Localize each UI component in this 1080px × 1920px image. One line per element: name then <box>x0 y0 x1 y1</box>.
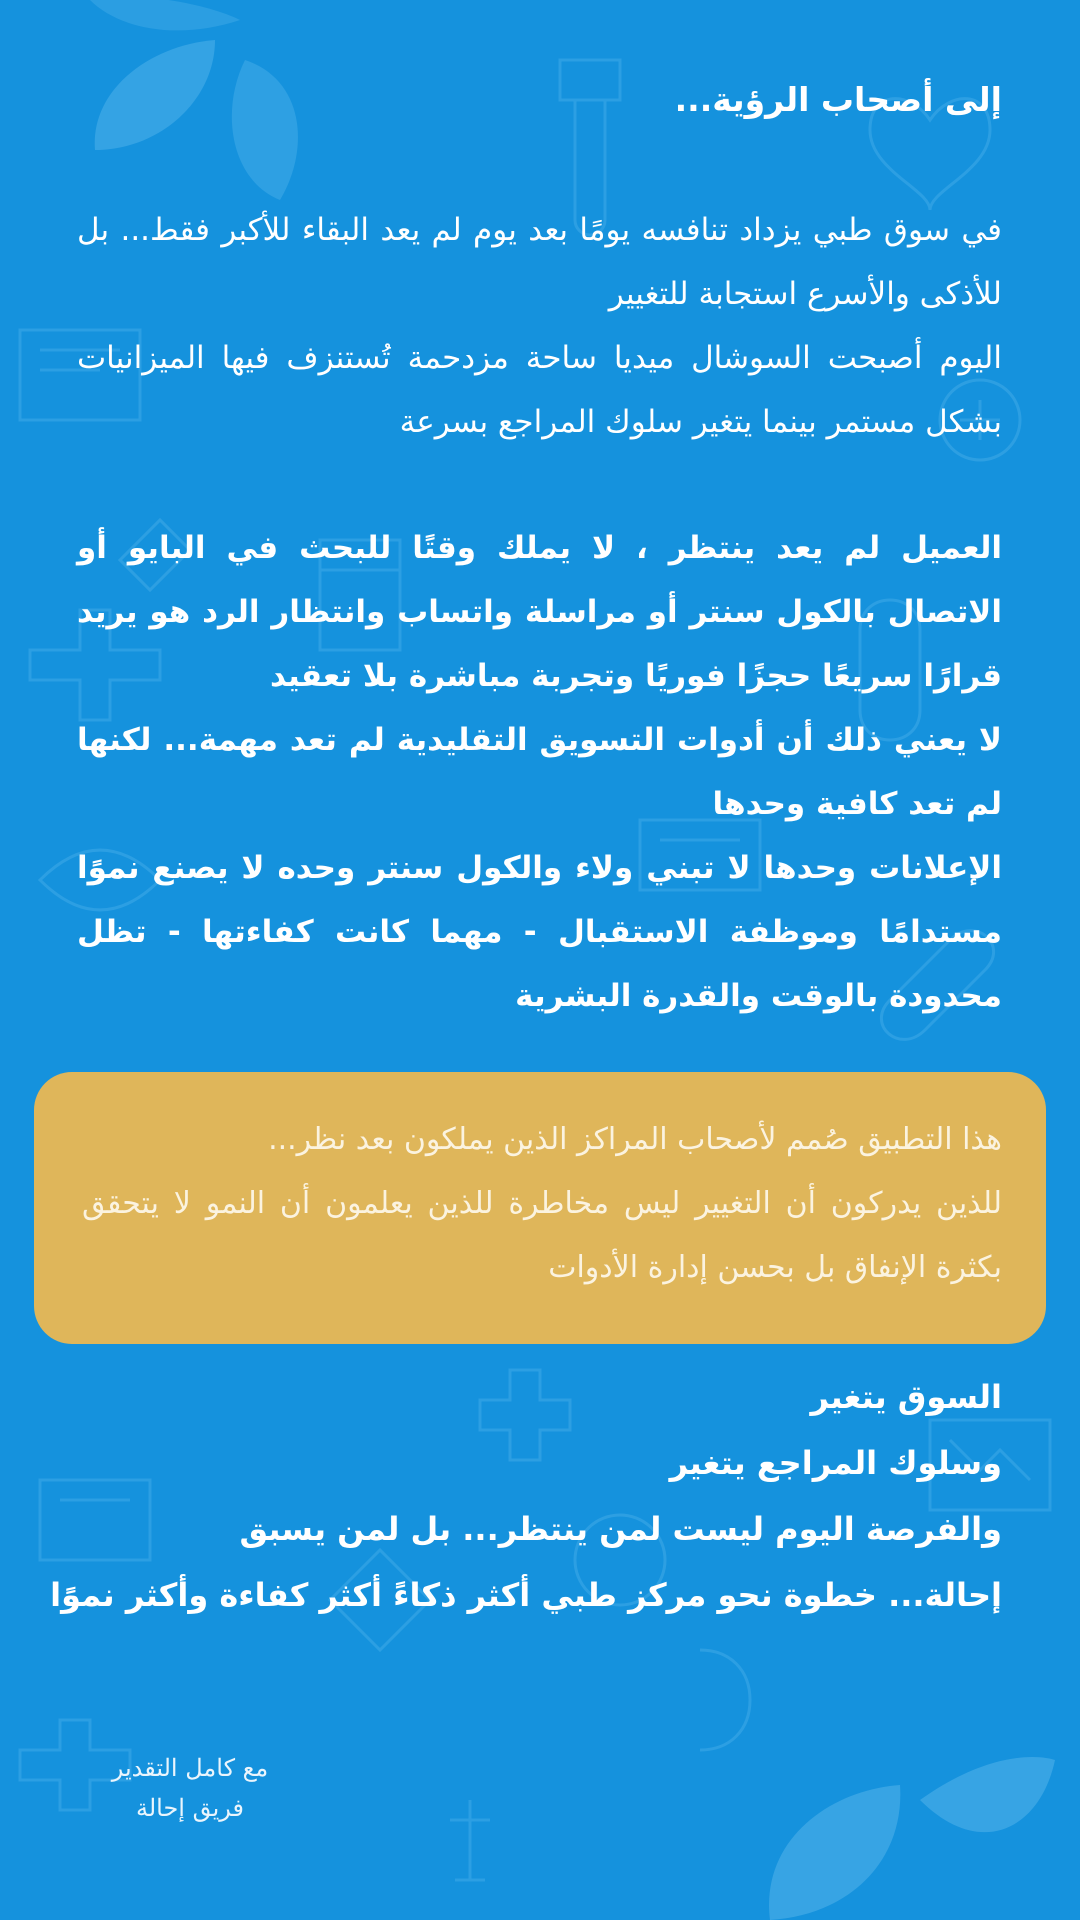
bold-paragraph-line: العميل لم يعد ينتظر ، لا يملك وقتًا للبحث في البايو أو الاتصال بالكول سنتر أو مراسلة واتساب وانتظار الرد هو يريد قرارًا سريعًا حجزًا فوريًا وتجربة مباشرة بلا تعقيد <box>77 530 1002 694</box>
signoff-team: فريق إحالة <box>135 1794 245 1822</box>
greeting-heading: إلى أصحاب الرؤية... <box>674 80 1002 119</box>
intro-paragraph-line: اليوم أصبحت السوشال ميديا ساحة مزدحمة تُستنزف فيها الميزانيات بشكل مستمر بينما يتغير سلوك المراجع بسرعة <box>77 340 1002 440</box>
signoff <box>85 1748 295 1828</box>
closing-line: والفرصة اليوم ليست لمن ينتظر... بل لمن يسبق <box>239 1510 1002 1548</box>
intro-paragraph <box>77 198 1002 454</box>
closing-line: السوق يتغير <box>810 1378 1002 1416</box>
signoff-regards: مع كامل التقدير <box>111 1754 269 1782</box>
closing-line: إحالة... خطوة نحو مركز طبي أكثر ذكاءً أكثر كفاءة وأكثر نموًا <box>50 1576 1002 1614</box>
bold-paragraph-line: الإعلانات وحدها لا تبني ولاء والكول سنتر وحده لا يصنع نموًا مستدامًا وموظفة الاستقبال - مهما كانت كفاءتها - تظل محدودة بالوقت والقدرة البشرية <box>77 850 1002 1014</box>
callout-line: هذا التطبيق صُمم لأصحاب المراكز الذين يملكون بعد نظر... <box>268 1122 1002 1157</box>
intro-paragraph-line: في سوق طبي يزداد تنافسه يومًا بعد يوم لم يعد البقاء للأكبر فقط... بل للأذكى والأسرع استجابة للتغيير <box>77 212 1002 312</box>
bold-paragraph <box>77 516 1002 1028</box>
callout-box <box>34 1072 1046 1344</box>
closing-line: وسلوك المراجع يتغير <box>669 1444 1002 1482</box>
callout-text <box>82 1108 1002 1300</box>
callout-line: للذين يدركون أن التغيير ليس مخاطرة للذين يعلمون أن النمو لا يتحقق بكثرة الإنفاق بل بحسن إدارة الأدوات <box>82 1186 1002 1285</box>
closing-statements <box>42 1364 1002 1628</box>
bold-paragraph-line: لا يعني ذلك أن أدوات التسويق التقليدية لم تعد مهمة... لكنها لم تعد كافية وحدها <box>77 722 1002 822</box>
